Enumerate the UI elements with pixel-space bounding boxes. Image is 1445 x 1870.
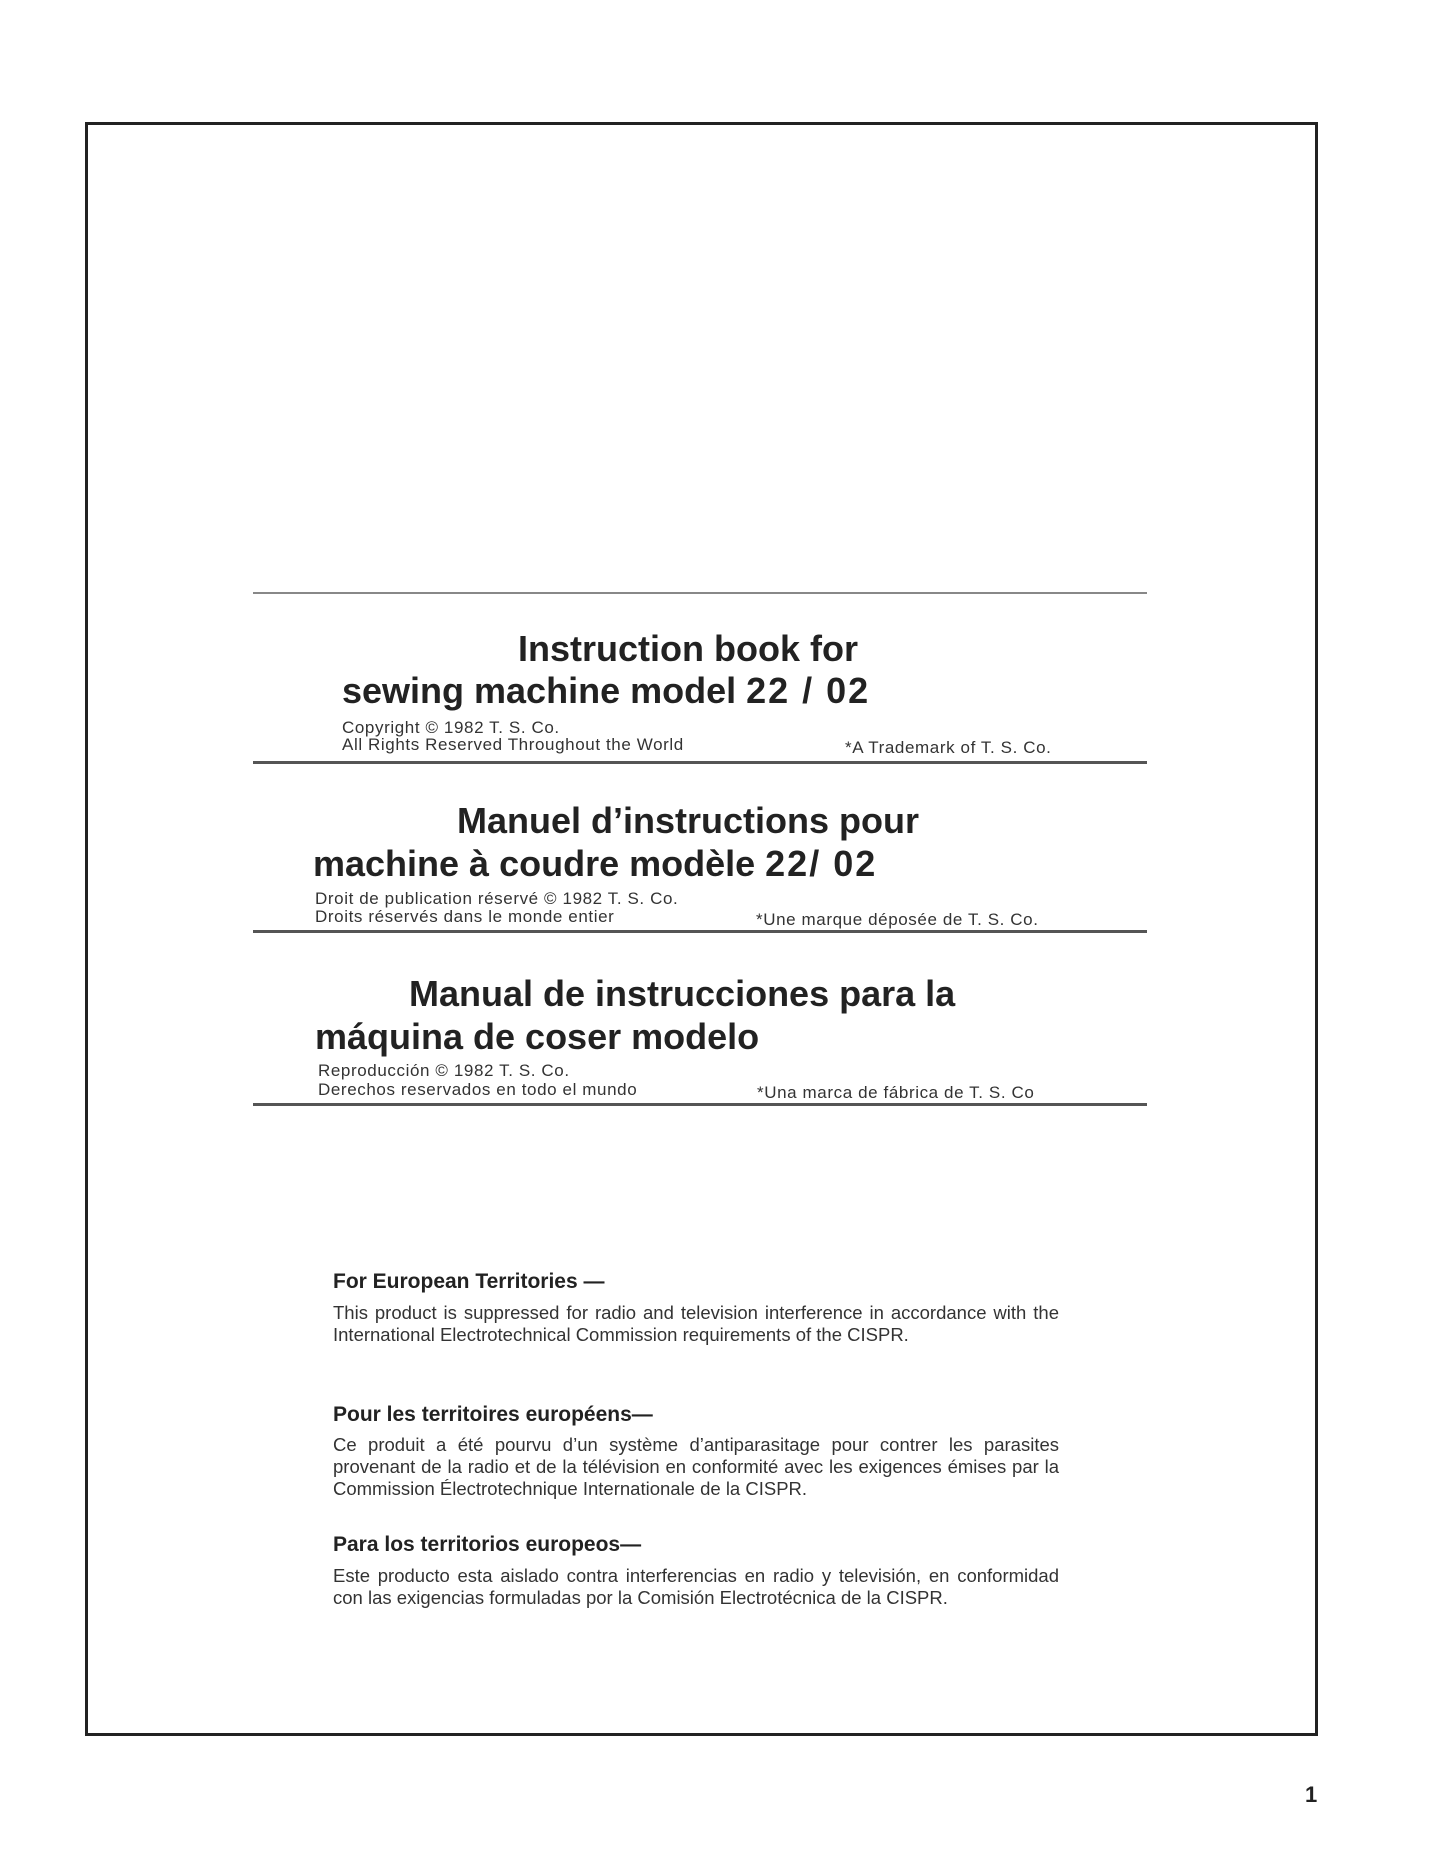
divider-top [253,592,1147,594]
english-rights: All Rights Reserved Throughout the World [342,735,684,754]
french-title-line1: Manuel d’instructions pour [457,800,920,841]
french-rights: Droits réservés dans le monde entier [315,907,615,926]
english-title-line1: Instruction book for [518,628,858,669]
english-trademark: *A Trademark of T. S. Co. [845,738,1052,757]
page-number: 1 [1305,1782,1318,1807]
french-model-number: 22/ 02 [765,843,878,884]
french-title-line2 [313,843,877,885]
notice-spanish-body: Este producto esta aislado contra interferencias en radio y televisión, en conformidad con las exigencias formuladas por la Comisión Electrotécnica de la CISPR. [333,1565,1059,1608]
spanish-copyright: Reproducción © 1982 T. S. Co. [318,1061,570,1080]
english-title-text: sewing machine model [342,670,747,711]
divider-spanish [253,1103,1147,1106]
divider-french [253,930,1147,933]
notice-english-body: This product is suppressed for radio and television interference in accordance with the International Electrotechnical Commission requirements of the CISPR. [333,1302,1059,1345]
french-copyright: Droit de publication réservé © 1982 T. S. Co. [315,889,679,908]
notice-french-heading: Pour les territoires européens— [333,1403,653,1426]
spanish-rights: Derechos reservados en todo el mundo [318,1080,638,1099]
spanish-title-line1: Manual de instrucciones para la [409,973,956,1014]
notice-english-heading: For European Territories — [333,1270,605,1293]
notice-spanish-heading: Para los territorios europeos— [333,1533,642,1556]
english-copyright: Copyright © 1982 T. S. Co. [342,718,560,737]
divider-english [253,761,1147,764]
english-model-number: 22 / 02 [746,670,871,711]
french-title-text: machine à coudre modèle [313,843,766,884]
english-title-line2 [342,670,870,712]
spanish-title-line2: máquina de coser modelo [315,1016,760,1057]
notice-french-body: Ce produit a été pourvu d’un système d’antiparasitage pour contrer les parasites provenant de la radio et de la télévision en conformité avec les exigences émises par la Commission Électrotechnique Internationale de la CISPR. [333,1434,1059,1499]
spanish-trademark: *Una marca de fábrica de T. S. Co [757,1083,1035,1102]
french-trademark: *Une marque déposée de T. S. Co. [756,910,1039,929]
